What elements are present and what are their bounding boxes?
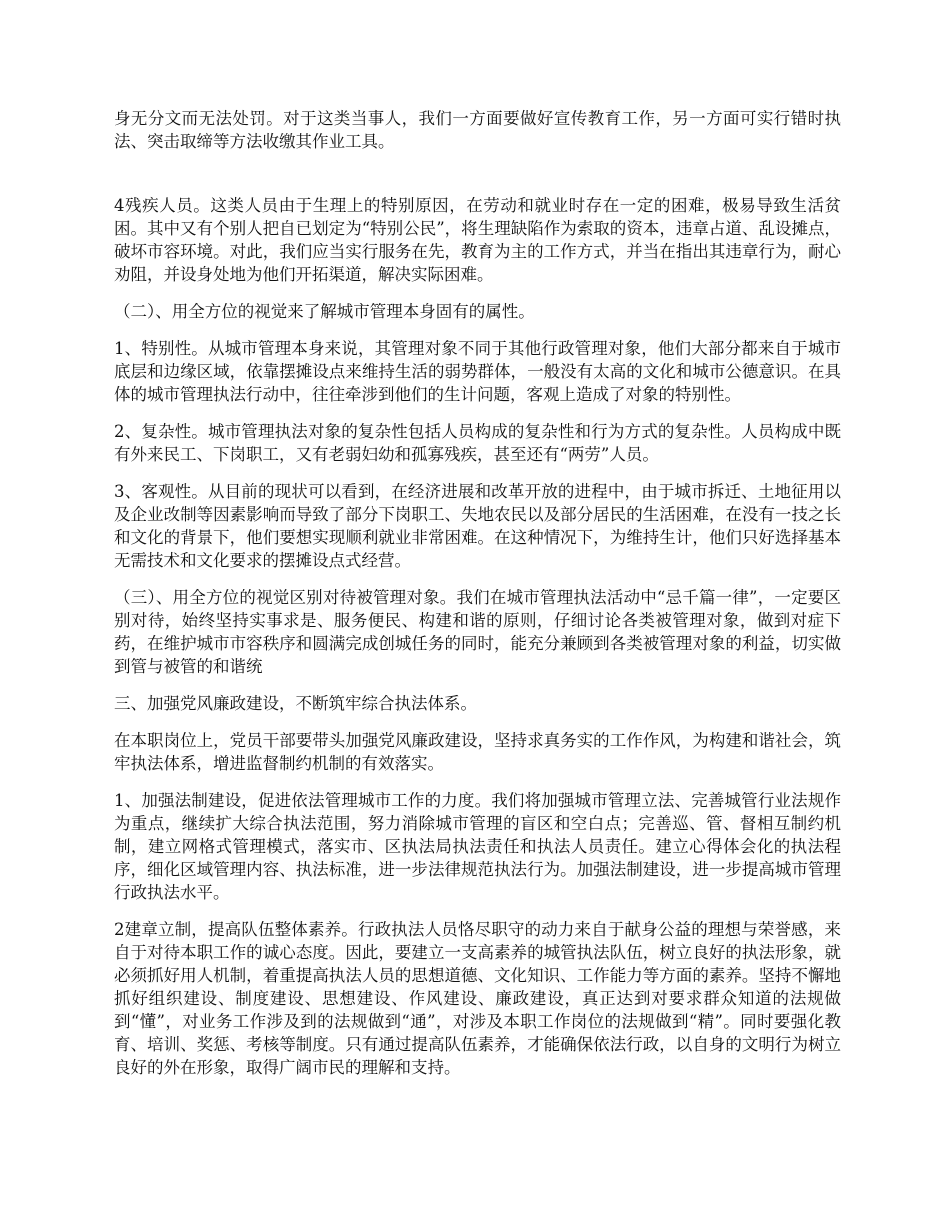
paragraph-10: 1、加强法制建设，促进依法管理城市工作的力度。我们将加强城市管理立法、完善城管行业法规作为重点，继续扩大综合执法范围，努力消除城市管理的盲区和空白点；完善巡、管、督相互制约机制，建立网格式管理模式，落实市、区执法局执法责任和执法人员责任。建立心得体会化的执法程序，细化区域管理内容、执法标准，进一步法律规范执法行为。加强法制建设，进一步提高城市管理行政执法水平。 (114, 791, 841, 902)
paragraph-4: 1、特别性。从城市管理本身来说，其管理对象不同于其他行政管理对象，他们大部分都来自于城市底层和边缘区域，依靠摆摊设点来维持生活的弱势群体，一般没有太高的文化和城市公德意识。在具体的城市管理执法行动中，往往牵涉到他们的生计问题，客观上造成了对象的特别性。 (114, 339, 841, 404)
paragraph-1: 身无分文而无法处罚。对于这类当事人，我们一方面要做好宣传教育工作，另一方面可实行错时执法、突击取缔等方法收缴其作业工具。 (114, 109, 841, 151)
section-heading-3: 三、加强党风廉政建设，不断筑牢综合执法体系。 (114, 694, 477, 713)
document-body (114, 107, 841, 1093)
section-heading-2: （二）、用全方位的视觉来了解城市管理本身固有的属性。 (114, 302, 535, 321)
paragraph-5: 2、复杂性。城市管理执法对象的复杂性包括人员构成的复杂性和行为方式的复杂性。人员构成中既有外来民工、下岗职工，又有老弱妇幼和孤寡残疾，甚至还有“两劳”人员。 (114, 422, 841, 464)
paragraph-6: 3、客观性。从目前的现状可以看到，在经济进展和改革开放的进程中，由于城市拆迁、土地征用以及企业改制等因素影响而导致了部分下岗职工、失地农民以及部分居民的生活困难，在没有一技之长和文化的背景下，他们要想实现顺利就业非常困难。在这种情况下，为维持生计，他们只好选择基本无需技术和文化要求的摆摊设点式经营。 (114, 482, 841, 570)
paragraph-9: 在本职岗位上，党员干部要带头加强党风廉政建设，坚持求真务实的工作作风，为构建和谐社会，筑牢执法体系，增进监督制约机制的有效落实。 (114, 731, 841, 773)
paragraph-7: （三）、用全方位的视觉区别对待被管理对象。我们在城市管理执法活动中“忌千篇一律”，一定要区别对待，始终坚持实事求是、服务便民、构建和谐的原则，仔细讨论各类被管理对象，做到对症下药，在维护城市市容秩序和圆满完成创城任务的同时，能充分兼顾到各类被管理对象的利益，切实做到管与被管的和谐统 (114, 588, 841, 676)
paragraph-11: 2建章立制，提高队伍整体素养。行政执法人员恪尽职守的动力来自于献身公益的理想与荣誉感，来自于对待本职工作的诚心态度。因此，要建立一支高素养的城管执法队伍，树立良好的执法形象，就必须抓好用人机制，着重提高执法人员的思想道德、文化知识、工作能力等方面的素养。坚持不懈地抓好组织建设、制度建设、思想建设、作风建设、廉政建设，真正达到对要求群众知道的法规做到“懂”，对业务工作涉及到的法规做到“通”，对涉及本职工作岗位的法规做到“精”。同时要强化教育、培训、奖惩、考核等制度。只有通过提高队伍素养，才能确保依法行政，以自身的文明行为树立良好的外在形象，取得广阔市民的理解和支持。 (114, 920, 841, 1077)
paragraph-2: 4残疾人员。这类人员由于生理上的特别原因，在劳动和就业时存在一定的困难，极易导致生活贫困。其中又有个别人把自已划定为“特别公民”，将生理缺陷作为索取的资本，违章占道、乱设摊点，破坏市容环境。对此，我们应当实行服务在先，教育为主的工作方式，并当在指出其违章行为，耐心劝阻，并设身处地为他们开拓渠道，解决实际困难。 (114, 196, 841, 284)
